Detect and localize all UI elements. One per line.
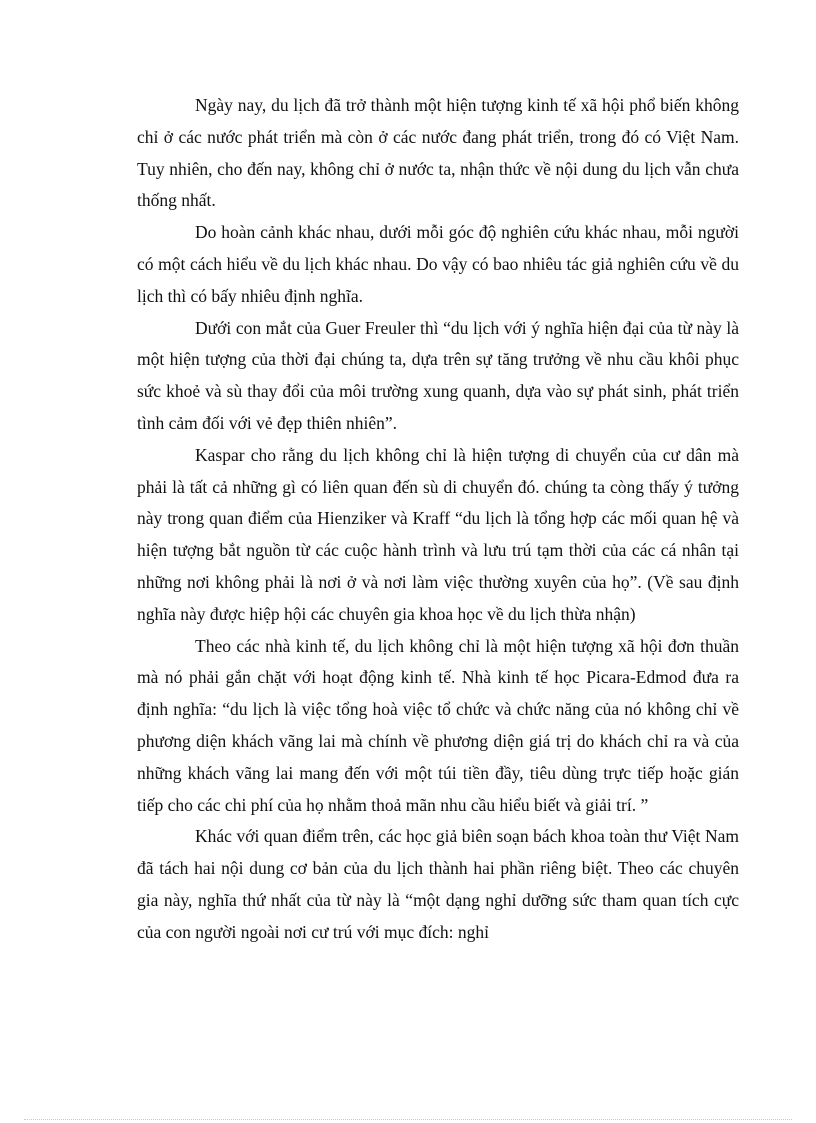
paragraph-intro: Ngày nay, du lịch đã trở thành một hiện tượng kinh tế xã hội phổ biến không chỉ ở các nước phát triển mà còn ở các nước đang phát triển, trong đó có Việt Nam. Tuy nhiên, cho đến nay, không chỉ ở nước ta, nhận thức về nội dung du lịch vẫn chưa thống nhất. <box>137 95 739 211</box>
document-body <box>137 90 739 949</box>
page-bottom-divider <box>24 1119 792 1120</box>
paragraph-economists: Theo các nhà kinh tế, du lịch không chỉ là một hiện tượng xã hội đơn thuần mà nó phải gắn chặt với hoạt động kinh tế. Nhà kinh tế học Picara-Edmod đưa ra định nghĩa: “du lịch là việc tổng hoà việc tổ chức và chức năng của nó không chỉ về phương diện khách vãng lai mà chính về phương diện giá trị do khách chỉ ra và của những khách vãng lai mang đến với một túi tiền đầy, tiêu dùng trực tiếp hoặc gián tiếp cho các chi phí của họ nhằm thoả mãn nhu cầu hiểu biết và giải trí. ” <box>137 635 739 815</box>
paragraph-kaspar: Kaspar cho rằng du lịch không chỉ là hiện tượng di chuyển của cư dân mà phải là tất cả những gì có liên quan đến sù di chuyển đó. chúng ta còng thấy ý tưởng này trong quan điểm của Hienziker và Kraff “du lịch là tổng hợp các mối quan hệ và hiện tượng bắt nguồn từ các cuộc hành trình và lưu trú tạm thời của các cá nhân tại những nơi không phải là nơi ở và nơi làm việc thường xuyên của họ”. (Về sau định nghĩa này được hiệp hội các chuyên gia khoa học về du lịch thừa nhận) <box>137 444 739 624</box>
paragraph-guer-freuler: Dưới con mắt của Guer Freuler thì “du lịch với ý nghĩa hiện đại của từ này là một hiện tượng của thời đại chúng ta, dựa trên sự tăng trưởng về nhu cầu khôi phục sức khoẻ và sù thay đổi của môi trường xung quanh, dựa vào sự phát sinh, phát triển tình cảm đối với vẻ đẹp thiên nhiên”. <box>137 317 739 433</box>
paragraph-definitions-vary: Do hoàn cảnh khác nhau, dưới mỗi góc độ nghiên cứu khác nhau, mỗi người có một cách hiểu về du lịch khác nhau. Do vậy có bao nhiêu tác giả nghiên cứu về du lịch thì có bấy nhiêu định nghĩa. <box>137 222 739 306</box>
paragraph-encyclopedia: Khác với quan điểm trên, các học giả biên soạn bách khoa toàn thư Việt Nam đã tách hai nội dung cơ bản của du lịch thành hai phần riêng biệt. Theo các chuyên gia này, nghĩa thứ nhất của từ này là “một dạng nghỉ dưỡng sức tham quan tích cực của con người ngoài nơi cư trú với mục đích: nghỉ <box>137 826 739 942</box>
